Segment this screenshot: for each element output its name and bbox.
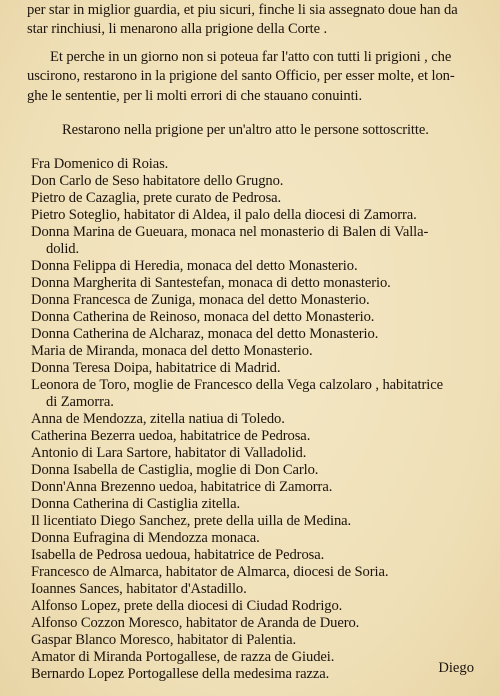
list-item: Anna de Mendozza, zitella natiua di Toledo.	[31, 411, 285, 427]
intro-line: Et perche in un giorno non si poteua far l'atto con tutti li prigioni , che	[50, 49, 452, 65]
list-item: dolid.	[46, 241, 80, 257]
intro-line: star rinchiusi, li menarono alla prigione della Corte .	[27, 21, 328, 37]
list-item: Donn'Anna Brezenno uedoa, habitatrice di Zamorra.	[31, 479, 333, 495]
list-item: Pietro Soteglio, habitator di Aldea, il palo della diocesi di Zamorra.	[31, 207, 417, 223]
list-item: Alfonso Cozzon Moresco, habitator de Aranda de Duero.	[31, 615, 360, 631]
list-item: Leonora de Toro, moglie de Francesco della Vega calzolaro , habitatrice	[31, 377, 443, 393]
list-item: Donna Catherina di Castiglia zitella.	[31, 496, 241, 512]
list-item: Donna Margherita di Santestefan, monaca di detto monasterio.	[31, 275, 391, 291]
list-item: Gaspar Blanco Moresco, habitator di Palentia.	[31, 632, 297, 648]
list-item: Isabella de Pedrosa uedoua, habitatrice de Pedrosa.	[31, 547, 325, 563]
intro-line: uscirono, restarono in la prigione del santo Officio, per esser molte, et lon-	[27, 68, 455, 84]
list-item: Donna Francesca de Zuniga, monaca del detto Monasterio.	[31, 292, 370, 308]
list-item: Donna Catherina de Alcharaz, monaca del detto Monasterio.	[31, 326, 379, 342]
list-item: Bernardo Lopez Portogallese della medesima razza.	[31, 666, 330, 682]
list-item: Donna Marina de Gueuara, monaca nel monasterio di Balen di Valla-	[31, 224, 429, 240]
list-item: Donna Felippa di Heredia, monaca del detto Monasterio.	[31, 258, 358, 274]
list-item: Donna Eufragina di Mendozza monaca.	[31, 530, 260, 546]
list-item: Maria de Miranda, monaca del detto Monasterio.	[31, 343, 313, 359]
list-item: Catherina Bezerra uedoa, habitatrice de Pedrosa.	[31, 428, 311, 444]
intro-line: ghe le sententie, per li molti errori di che stauano conuinti.	[27, 88, 363, 104]
list-item: Don Carlo de Seso habitatore dello Grugno.	[31, 173, 284, 189]
list-item: Pietro de Cazaglia, prete curato de Pedrosa.	[31, 190, 282, 206]
list-item: Donna Isabella de Castiglia, moglie di Don Carlo.	[31, 462, 319, 478]
intro-line: per star in miglior guardia, et piu sicuri, finche li sia assegnato doue han da	[27, 2, 458, 18]
list-item: Alfonso Lopez, prete della diocesi di Ciudad Rodrigo.	[31, 598, 343, 614]
list-item: Francesco de Almarca, habitator de Almarca, diocesi de Soria.	[31, 564, 389, 580]
list-item: Amator di Miranda Portogallese, de razza de Giudei.	[31, 649, 335, 665]
list-item: Ioannes Sances, habitator d'Astadillo.	[31, 581, 247, 597]
list-item: Donna Teresa Doipa, habitatrice di Madrid.	[31, 360, 281, 376]
list-item: Antonio di Lara Sartore, habitator di Valladolid.	[31, 445, 307, 461]
list-item: Fra Domenico di Roias.	[31, 156, 169, 172]
list-item: Il licentiato Diego Sanchez, prete della uilla de Medina.	[31, 513, 352, 529]
list-item: di Zamorra.	[46, 394, 114, 410]
catchword: Diego	[438, 660, 474, 676]
section-heading: Restarono nella prigione per un'altro atto le persone sottoscritte.	[62, 122, 429, 138]
list-item: Donna Catherina de Reinoso, monaca del detto Monasterio.	[31, 309, 375, 325]
